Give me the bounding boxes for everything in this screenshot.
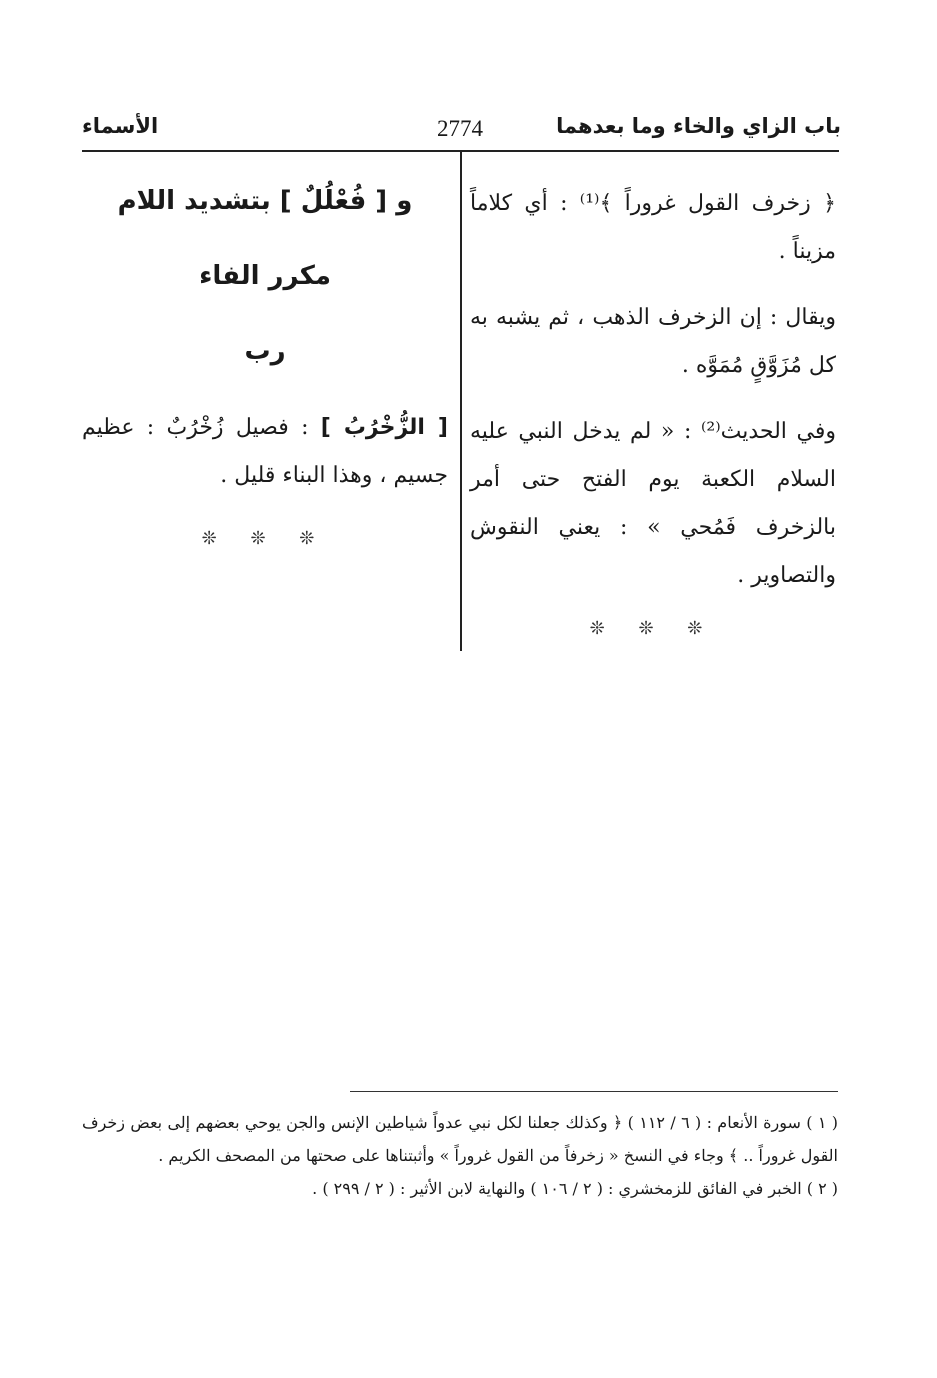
footnote-2: ( ٢ ) الخبر في الفائق للزمخشري : ( ٢ / ١٠٦ ) والنهاية لابن الأثير : ( ٢ / ٢٩٩ ) . bbox=[312, 1179, 838, 1198]
section-separator: ❊ ❊ ❊ bbox=[589, 618, 717, 639]
entry-zukhrub bbox=[82, 404, 448, 500]
paragraph-hadith: وفي الحديث⁽²⁾ : « لم يدخل النبي عليه السلام الكعبة يوم الفتح حتى أمر بالزخرف فَمُحي » : يعني النقوش والتصاوير . bbox=[470, 419, 836, 588]
running-header-chapter: باب الزاي والخاء وما بعدهما bbox=[556, 114, 841, 138]
footnotes bbox=[82, 1106, 838, 1205]
section-separator: ❊ ❊ ❊ bbox=[201, 528, 329, 549]
paragraph-zukhruf-definition: ﴿ زخرف القول غروراً ﴾⁽¹⁾ : أي كلاماً مزيناً . bbox=[470, 191, 837, 264]
left-column bbox=[82, 180, 448, 549]
entry-definition: : فصيل زُخْرُبٌ : عظيم جسيم ، وهذا البناء قليل . bbox=[82, 415, 448, 488]
paragraph-zukhruf-gold: ويقال : إن الزخرف الذهب ، ثم يشبه به كل مُزَوَّقٍ مُمَوَّه . bbox=[470, 305, 836, 378]
page-number: 2774 bbox=[437, 116, 483, 141]
root-heading: رب bbox=[244, 336, 286, 366]
running-header-section: الأسماء bbox=[82, 114, 159, 138]
pattern-subheading: مكرر الفاء bbox=[199, 261, 331, 291]
footnote-rule bbox=[350, 1091, 838, 1092]
entry-headword: [ الزُّخْرُبُ ] bbox=[320, 415, 448, 440]
right-column bbox=[470, 180, 836, 639]
footnote-1: ( ١ ) سورة الأنعام : ( ٦ / ١١٢ ) ﴿ وكذلك جعلنا لكل نبي عدواً شياطين الإنس والجن يوحي بعضهم إلى بعض زخرف القول غروراً .. ﴾ وجاء في النسخ « زخرفاً من القول غروراً » وأثبتناها على صحتها من المصحف الكريم . bbox=[82, 1113, 839, 1165]
pattern-heading: و [ فُعْلُلٌ ] بتشديد اللام bbox=[117, 186, 413, 216]
column-divider bbox=[460, 151, 462, 651]
